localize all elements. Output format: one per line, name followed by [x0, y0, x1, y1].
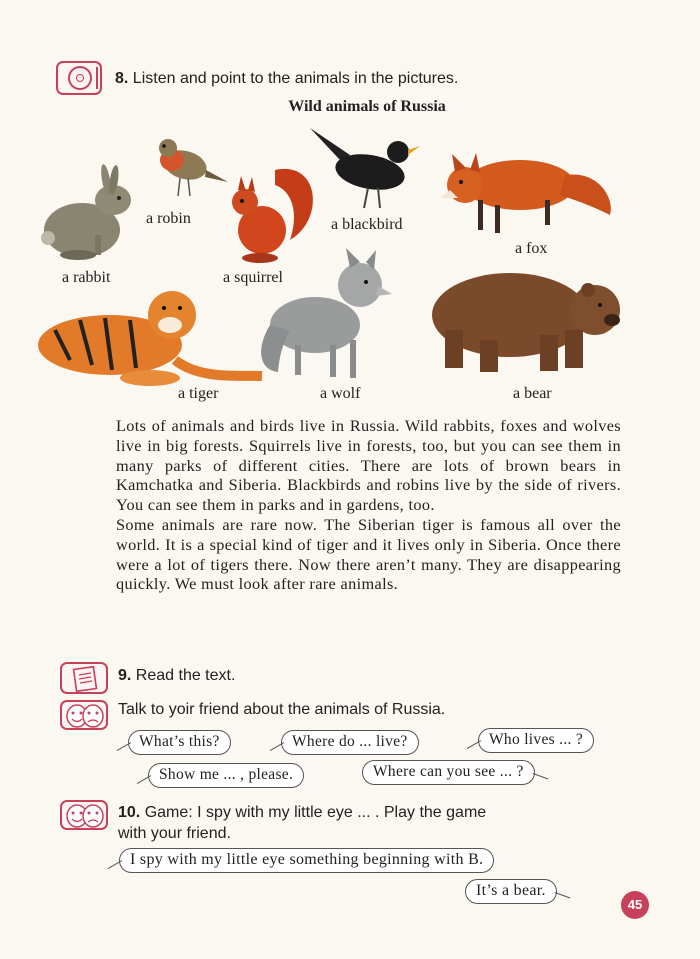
exercise-8-number: 8.: [115, 70, 129, 87]
exercise-10-instruction: 10. Game: I spy with my little eye ... . Play the game with your friend.: [118, 804, 487, 842]
reading-text: [116, 416, 621, 594]
reading-paragraph-1: Lots of animals and birds live in Russia. Wild rabbits, foxes and wolves live in big forests. Squirrels live in forests, too, but you can see them in many parks of different cities. There are lots of brown bears in Kamchatka and Siberia. Blackbirds and robins live by the side of rivers. You can see them in parks and in gardens, too.: [116, 416, 621, 515]
label-bear: a bear: [513, 385, 552, 402]
tiger-picture: [38, 291, 262, 386]
label-squirrel: a squirrel: [223, 269, 283, 286]
book-icon: [60, 662, 108, 694]
exercise-8-instruction: 8. Listen and point to the animals in the pictures.: [115, 70, 459, 87]
rabbit-picture: [41, 164, 131, 260]
bubble-whats-this: What’s this?: [128, 730, 231, 755]
masks-icon: [60, 700, 108, 730]
label-robin: a robin: [146, 210, 191, 227]
bubble-its-a-bear: It’s a bear.: [465, 879, 557, 904]
label-tiger: a tiger: [178, 385, 219, 402]
fox-picture: [440, 153, 611, 233]
bear-picture: [432, 273, 620, 372]
exercise-9-talk: Talk to yoir friend about the animals of Russia.: [118, 701, 446, 718]
squirrel-picture: [232, 169, 313, 263]
label-rabbit: a rabbit: [62, 269, 111, 286]
blackbird-picture: [310, 128, 420, 208]
bubble-where-can-you-see: Where can you see ... ?: [362, 760, 535, 785]
label-wolf: a wolf: [320, 385, 361, 402]
bubble-i-spy: I spy with my little eye something beginning with B.: [119, 848, 494, 873]
bubble-show-me-please: Show me ... , please.: [148, 763, 304, 788]
page-number: 45: [621, 891, 649, 919]
exercise-10-number: 10.: [118, 804, 141, 821]
wolf-picture: [261, 248, 392, 378]
exercise-9-number: 9.: [118, 667, 132, 684]
bubble-who-lives: Who lives ... ?: [478, 728, 594, 753]
exercise-9-instruction: 9. Read the text.: [118, 667, 236, 684]
label-blackbird: a blackbird: [331, 216, 403, 233]
label-fox: a fox: [515, 240, 548, 257]
animal-illustrations: [0, 0, 700, 400]
page-heading: Wild animals of Russia: [288, 98, 446, 115]
robin-picture: [159, 139, 228, 196]
masks-icon-2: [60, 800, 108, 830]
bubble-where-do-live: Where do ... live?: [281, 730, 419, 755]
reading-paragraph-2: Some animals are rare now. The Siberian tiger is famous all over the world. It is a special kind of tiger and it lives only in Siberia. Once there were a lot of tigers there. Now there aren’t many. They are disappearing quickly. We must look after rare animals.: [116, 514, 621, 594]
